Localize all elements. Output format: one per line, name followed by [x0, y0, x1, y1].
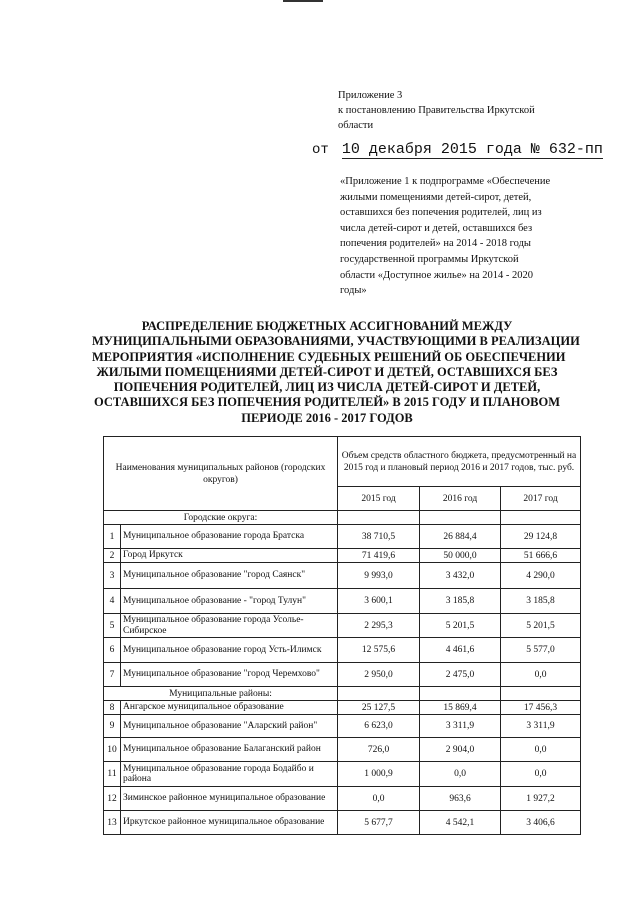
- value-2015: 726,0: [338, 738, 420, 762]
- value-2016: 15 869,4: [420, 701, 501, 715]
- header-year-2016: 2016 год: [420, 487, 501, 511]
- municipality-name: Зиминское районное муниципальное образование: [121, 787, 338, 811]
- value-2015: 5 677,7: [338, 811, 420, 835]
- value-2015: 12 575,6: [338, 638, 420, 663]
- row-number: 5: [104, 614, 121, 638]
- value-2015: 2 295,3: [338, 614, 420, 638]
- reference-line: оставшихся без попечения родителей, лиц из: [340, 207, 542, 219]
- value-2017: 5 577,0: [501, 638, 581, 663]
- value-2015: 1 000,9: [338, 762, 420, 787]
- title-line: ЖИЛЫМИ ПОМЕЩЕНИЯМИ ДЕТЕЙ-СИРОТ И ДЕТЕЙ, ОСТАВШИХСЯ БЕЗ: [96, 364, 558, 379]
- title-line: ОСТАВШИХСЯ БЕЗ ПОПЕЧЕНИЯ РОДИТЕЛЕЙ» В 2015 ГОДУ И ПЛАНОВОМ: [93, 395, 561, 410]
- value-2016: 4 461,6: [420, 638, 501, 663]
- table-row: [104, 614, 581, 638]
- date-prefix: от: [312, 142, 329, 158]
- reference-line: жилыми помещениями детей-сирот, детей,: [340, 191, 532, 203]
- value-2017: 1 927,2: [501, 787, 581, 811]
- row-number: 13: [104, 811, 121, 835]
- table-row: [104, 811, 581, 835]
- value-2015: 9 993,0: [338, 563, 420, 589]
- value-2016: 3 432,0: [420, 563, 501, 589]
- reference-line: области «Доступное жилье» на 2014 - 2020: [340, 269, 533, 281]
- municipality-name: Муниципальное образование города Усолье-Сибирское: [121, 614, 338, 638]
- value-2016: 4 542,1: [420, 811, 501, 835]
- value-2015: 25 127,5: [338, 701, 420, 715]
- municipality-name: Муниципальное образование города Братска: [121, 525, 338, 549]
- table-row: [104, 787, 581, 811]
- title-line: РАСПРЕДЕЛЕНИЕ БЮДЖЕТНЫХ АССИГНОВАНИЙ МЕЖДУ: [141, 319, 513, 333]
- value-2015: 3 600,1: [338, 589, 420, 614]
- value-2016: 50 000,0: [420, 549, 501, 563]
- table-row: [104, 762, 581, 787]
- value-2017: 3 185,8: [501, 589, 581, 614]
- section-label: Городские округа:: [104, 511, 338, 525]
- reference-line: годы»: [340, 285, 367, 297]
- appendix-line: Приложение 3: [338, 90, 403, 101]
- municipality-name: Муниципальное образование - "город Тулун": [121, 589, 338, 614]
- reference-line: числа детей-сирот и детей, оставшихся без: [340, 222, 533, 234]
- value-2017: 3 311,9: [501, 715, 581, 738]
- value-2015: 2 950,0: [338, 663, 420, 687]
- table-row: [104, 738, 581, 762]
- municipality-name: Муниципальное образование города Бодайбо и района: [121, 762, 338, 787]
- row-number: 3: [104, 563, 121, 589]
- value-2017: 0,0: [501, 738, 581, 762]
- row-number: 6: [104, 638, 121, 663]
- value-2017: 4 290,0: [501, 563, 581, 589]
- municipality-name: Муниципальное образование город Усть-Илимск: [121, 638, 338, 663]
- value-2016: 963,6: [420, 787, 501, 811]
- value-2016: 3 311,9: [420, 715, 501, 738]
- table-row: [104, 701, 581, 715]
- municipality-name: Муниципальное образование "город Саянск": [121, 563, 338, 589]
- empty-cell: [501, 687, 581, 701]
- row-number: 11: [104, 762, 121, 787]
- table-row: [104, 525, 581, 549]
- top-scan-mark: [283, 0, 323, 2]
- empty-cell: [420, 511, 501, 525]
- row-number: 10: [104, 738, 121, 762]
- row-number: 4: [104, 589, 121, 614]
- section-row-district: [104, 687, 581, 701]
- municipality-name: Муниципальное образование "город Черемхово": [121, 663, 338, 687]
- title-line: ПЕРИОДЕ 2016 - 2017 ГОДОВ: [241, 410, 413, 425]
- header-volume-cell: Объем средств областного бюджета, предусмотренный на 2015 год и плановый период 2016 и 2017 годов, тыс. руб.: [338, 437, 581, 487]
- row-number: 9: [104, 715, 121, 738]
- value-2016: 5 201,5: [420, 614, 501, 638]
- title-line: ПОПЕЧЕНИЯ РОДИТЕЛЕЙ, ЛИЦ ИЗ ЧИСЛА ДЕТЕЙ-СИРОТ И ДЕТЕЙ,: [113, 380, 541, 395]
- empty-cell: [338, 511, 420, 525]
- row-number: 1: [104, 525, 121, 549]
- value-2015: 6 623,0: [338, 715, 420, 738]
- municipality-name: Муниципальное образование Балаганский район: [121, 738, 338, 762]
- value-2016: 2 904,0: [420, 738, 501, 762]
- municipality-name: Иркутское районное муниципальное образование: [121, 811, 338, 835]
- value-2016: 3 185,8: [420, 589, 501, 614]
- value-2016: 26 884,4: [420, 525, 501, 549]
- table-row: [104, 549, 581, 563]
- appendix-line: области: [338, 120, 374, 131]
- appendix-header: [338, 88, 535, 133]
- empty-cell: [338, 687, 420, 701]
- document-title: [92, 319, 580, 426]
- table-row: [104, 715, 581, 738]
- row-number: 7: [104, 663, 121, 687]
- table-row: [104, 563, 581, 589]
- title-line: МУНИЦИПАЛЬНЫМИ ОБРАЗОВАНИЯМИ, УЧАСТВУЮЩИМИ В РЕАЛИЗАЦИИ: [92, 334, 580, 349]
- header-name-cell: Наименования муниципальных районов (городских округов): [104, 437, 338, 511]
- value-2016: 2 475,0: [420, 663, 501, 687]
- row-number: 2: [104, 549, 121, 563]
- header-year-2015: 2015 год: [338, 487, 420, 511]
- empty-cell: [420, 687, 501, 701]
- value-2017: 29 124,8: [501, 525, 581, 549]
- value-2017: 5 201,5: [501, 614, 581, 638]
- value-2015: 38 710,5: [338, 525, 420, 549]
- table-row: [104, 663, 581, 687]
- reference-line: попечения родителей» на 2014 - 2018 годы: [340, 238, 531, 250]
- reference-line: государственной программы Иркутской: [340, 253, 519, 265]
- title-line: МЕРОПРИЯТИЯ «ИСПОЛНЕНИЕ СУДЕБНЫХ РЕШЕНИЙ ОБ ОБЕСПЕЧЕНИИ: [92, 349, 566, 364]
- value-2017: 51 666,6: [501, 549, 581, 563]
- reference-line: «Приложение 1 к подпрограмме «Обеспечение: [340, 176, 551, 187]
- row-number: 8: [104, 701, 121, 715]
- municipality-name: Муниципальное образование "Аларский район": [121, 715, 338, 738]
- budget-allocation-table: [103, 436, 581, 835]
- value-2015: 0,0: [338, 787, 420, 811]
- date-value: 10 декабря 2015 года № 632-пп: [341, 141, 603, 158]
- section-row-city: [104, 511, 581, 525]
- value-2016: 0,0: [420, 762, 501, 787]
- table-body: [104, 511, 581, 835]
- resolution-date-line: [312, 141, 603, 159]
- value-2017: 0,0: [501, 762, 581, 787]
- empty-cell: [501, 511, 581, 525]
- value-2017: 0,0: [501, 663, 581, 687]
- table-row: [104, 638, 581, 663]
- value-2017: 17 456,3: [501, 701, 581, 715]
- municipality-name: Ангарское муниципальное образование: [121, 701, 338, 715]
- subprogram-reference: [340, 174, 550, 299]
- value-2015: 71 419,6: [338, 549, 420, 563]
- appendix-line: к постановлению Правительства Иркутской: [338, 105, 535, 116]
- row-number: 12: [104, 787, 121, 811]
- section-label: Муниципальные районы:: [104, 687, 338, 701]
- table-row: [104, 589, 581, 614]
- value-2017: 3 406,6: [501, 811, 581, 835]
- municipality-name: Город Иркутск: [121, 549, 338, 563]
- header-year-2017: 2017 год: [501, 487, 581, 511]
